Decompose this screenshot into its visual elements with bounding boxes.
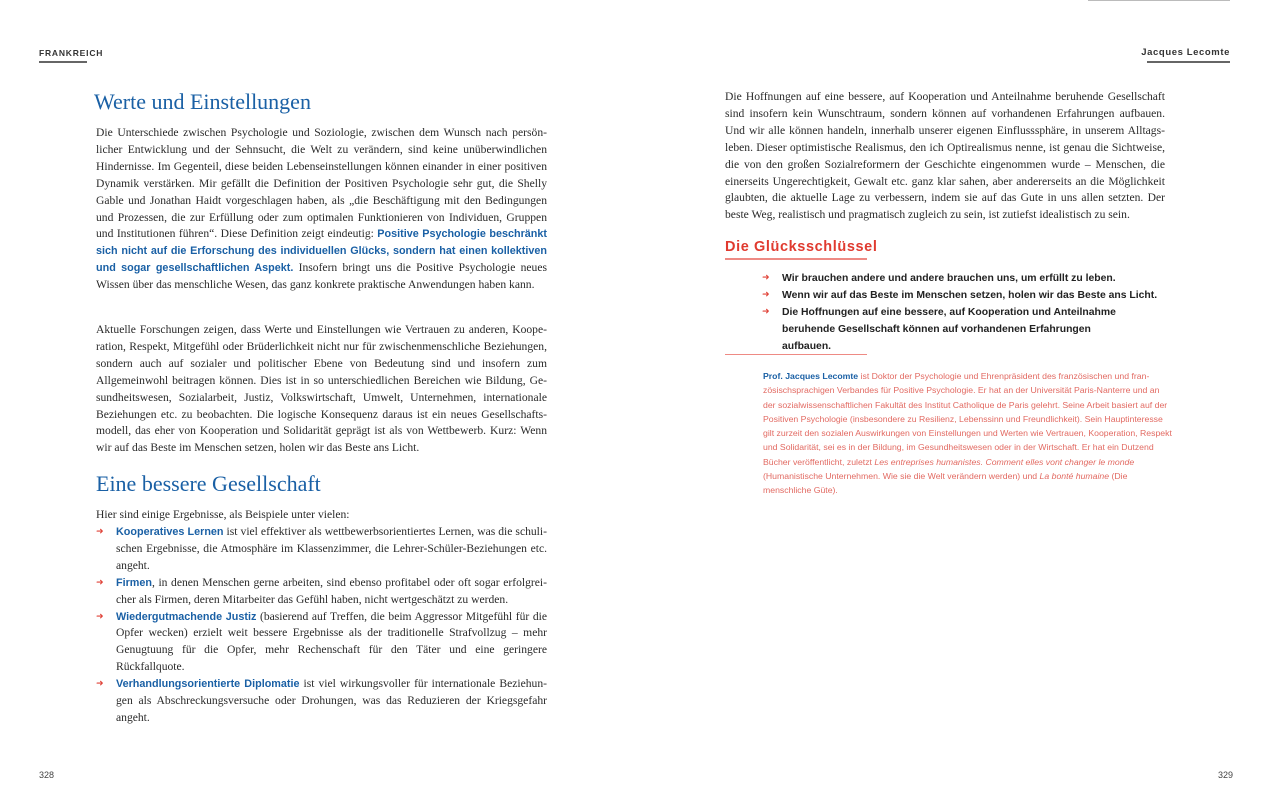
arrow-right-icon: ➜ [96, 679, 104, 690]
running-head-rule [39, 61, 87, 63]
paragraph-definition [96, 125, 547, 294]
arrow-right-icon: ➜ [96, 577, 104, 588]
book-title: La bonté humaine [1039, 471, 1110, 482]
text-run: Aktuelle Forschungen zeigen, dass Werte und Einstellungen wie Vertrauen zu anderen, Kooperation, Respekt, Mitgefühl oder Brüderlichkeit nicht nur für zwischenmenschliche Beziehungen, sondern auch auf sozialer und politischer Ebene von Bedeutung sind und insofern zum Allgemeinwohl beitragen können. Dies ist in so unterschiedlichen Bereichen wie Bildung, Gesundheitswesen, Sozialarbeit, Justiz, Volkswirtschaft, Umwelt, Unternehmen, internationale Beziehungen etc. zu beobachten. Die logische Konsequenz daraus ist ein neues Gesellschaftsmodell, das eher von Kooperation und Solidarität geprägt ist als von Wettbewerb. Kurz: Wenn wir auf das Beste im Menschen setzen, holen wir das Beste ans Licht. [96, 323, 547, 455]
emphasis-text: Positive Psychologie beschränkt sich nicht auf die Erforschung des individuellen Glücks, sondern hat einen kollektiven und sogar gesellschaftlichen Aspekt. [96, 228, 547, 275]
emphasis-text: Kooperatives Lernen [116, 526, 224, 538]
keys-title-rule [725, 258, 867, 260]
key-item: ➜ Wir brauchen andere und andere brauchen uns, um erfüllt zu leben. [762, 270, 1162, 287]
section-title-values: Werte und Einstellungen [94, 89, 311, 114]
bio-divider [725, 354, 867, 355]
key-item: ➜ Die Hoffnungen auf eine bessere, auf Kooperation und Anteilnahme beruhende Gesellschaft können auf vorhandenen Erfahrungen aufbauen. [762, 304, 1142, 355]
example-item [96, 609, 547, 677]
keys-title: Die Glücksschlüssel [725, 239, 878, 255]
example-item [96, 575, 547, 609]
page-number-left: 328 [39, 770, 55, 780]
arrow-right-icon: ➜ [96, 527, 104, 537]
example-item [96, 524, 547, 575]
paragraph-research [96, 322, 547, 457]
text-run: ist Doktor der Psychologie und Ehrenpräsident des französischen und französischsprachigen Verbandes für Positive Psychologie. Er hat an der Universität Paris-Nanterre und an der sozialwissenschaftlichen Fakultät des Institut Catholique de Paris gelehrt. Seine Arbeit basiert auf der Positiven Psychologie (insbesondere zu Resilienz, Lebenssinn und Freundlichkeit). Sein Hauptinteresse gilt zurzeit den sozialen Auswirkungen von Einstellungen und Werten wie Vertrauen, Kooperation, Respekt und Solidarität, sei es in der Bildung, im Gesundheitswesen oder in der Wirtschaft. Er hat ein Dutzend Bücher veröffentlicht, zuletzt [763, 371, 1172, 467]
emphasis-text: Prof. Jacques Lecomte [763, 371, 859, 381]
author-bio [763, 369, 1173, 498]
arrow-right-icon: ➜ [762, 273, 770, 283]
examples-intro: Hier sind einige Ergebnisse, als Beispiele unter vielen: [96, 508, 350, 521]
emphasis-text: Verhandlungsorientierte Diplomatie [116, 678, 300, 691]
top-edge-rule [1088, 0, 1230, 1]
text-run: Die Hoffnungen auf eine bessere, auf Kooperation und Anteilnahme beruhende Gesellschaft sind insofern kein Wunschtraum, sondern können auf vorhandenen Erfahrungen aufbauen. Und wir alle können handeln, innerhalb unserer eigenen Einflusssphäre, in unserem Alltagsleben. Dieser optimistische Realismus, den ich Optirealismus nenne, ist genau die Sichtweise, die von den großen Sozialreformern der Geschichte eingenommen wurde – Menschen, die einerseits Ungerechtigkeit, Gewalt etc. ganz klar sahen, aber andererseits an die Möglichkeit glaubten, die aktuelle Lage zu verbessern, indem sie auf das Gute in uns allen setzten. Der beste Weg, realistisch und pragmatisch zugleich zu sein, ist zutiefst idealistisch zu sein. [725, 90, 1165, 222]
examples-list [96, 524, 547, 727]
section-title-society: Eine bessere Gesellschaft [96, 471, 321, 496]
text-run: (basierend auf Treffen, die beim Aggressor Mitgefühl für die Opfer wecken) erzielt weit bessere Ergebnisse als der traditionelle Strafvollzug – mehr Genugtuung für die Opfer, mehr Rechenschaft für den Täter und eine geringere Rückfallquote. [116, 609, 547, 674]
text-run: (Die menschliche Güte). [763, 471, 1128, 496]
text-run: (Humanistische Unternehmen. Wie sie die Welt verändern werden) und [763, 471, 1040, 482]
book-title: Les entreprises humanistes. Comment elles vont changer le monde [874, 456, 1135, 467]
text-run: ist viel effektiver als wettbewerbsorientiertes Lernen, was die schulischen Ergebnisse, die Atmosphäre im Klassenzimmer, die Lehrer-Schüler-Beziehungen etc. angeht. [116, 525, 547, 572]
text-run: Die Unterschiede zwischen Psychologie und Soziologie, zwischen dem Wunsch nach persönlicher Entwicklung und der Sehnsucht, die Welt zu verändern, sind keine unüberwindlichen Hindernisse. Im Gegenteil, diese beiden Lebenseinstellungen können einander in einer positiven Dynamik verstärken. Mir gefällt die Definition der Positiven Psychologie sehr gut, die Shelly Gable und Jonathan Haidt vorgeschlagen haben, als „die Beschäftigung mit den Bedingungen und Prozessen, die zur Erfüllung oder zum optimalen Funktionieren von Individuen, Gruppen und Institutionen führen“. Diese Definition zeigt eindeutig: [96, 126, 547, 241]
emphasis-text: Wiedergutmachende Justiz [116, 610, 257, 623]
text-run: , in denen Menschen gerne arbeiten, sind ebenso profitabel oder oft sogar erfolgreicher als Firmen, deren Mitarbeiter das Gefühl haben, nicht wertgeschätzt zu werden. [116, 575, 547, 606]
keys-list [762, 270, 1162, 355]
running-head-left: FRANKREICH [39, 48, 104, 58]
paragraph-optirealism [725, 89, 1165, 224]
arrow-right-icon: ➜ [96, 611, 104, 622]
running-head-right: Jacques Lecomte [1141, 47, 1230, 58]
text-run: Insofern bringt uns die Positive Psychologie neues Wissen über das menschliche Wesen, das ganz konkrete praktische Anwendungen haben kann. [96, 261, 547, 292]
running-head-rule [1147, 61, 1230, 63]
arrow-right-icon: ➜ [762, 307, 770, 317]
emphasis-text: Firmen [116, 576, 152, 589]
page-number-right: 329 [1218, 770, 1234, 780]
text-run: ist viel wirkungsvoller für internationale Beziehungen als Abschreckungsversuche oder Drohungen, was das Reduzieren der Kriegsgefahr angeht. [116, 677, 547, 724]
arrow-right-icon: ➜ [762, 290, 770, 300]
key-item: ➜ Wenn wir auf das Beste im Menschen setzen, holen wir das Beste ans Licht. [762, 287, 1162, 304]
example-item [96, 676, 547, 727]
